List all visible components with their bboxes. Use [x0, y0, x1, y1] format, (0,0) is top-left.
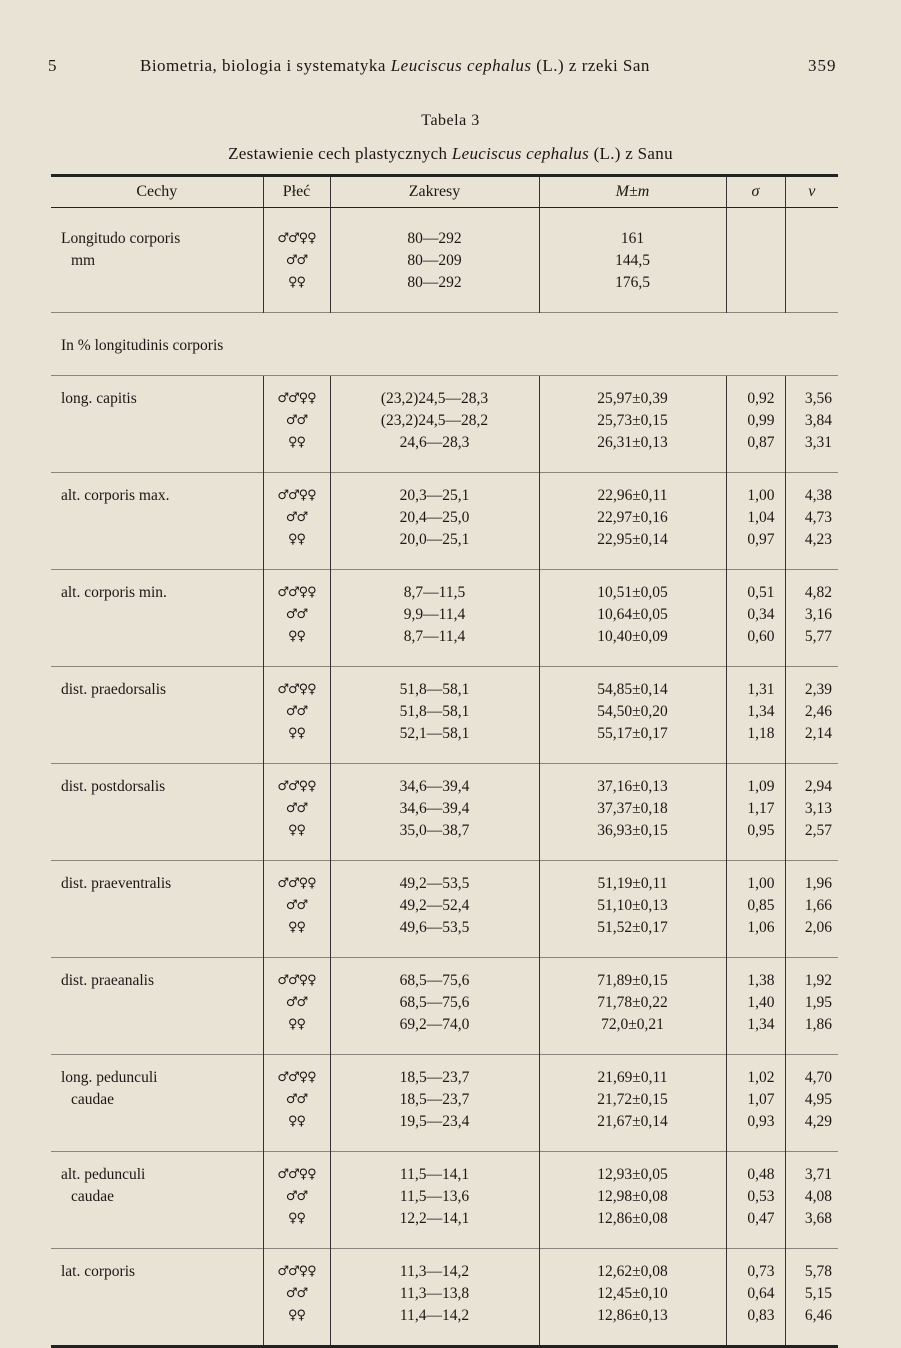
range-cell	[330, 570, 539, 667]
sex-cell	[263, 1055, 330, 1152]
sigma-value: 1,34	[747, 1016, 775, 1033]
range-cell	[330, 861, 539, 958]
sigma-value: 1,40	[747, 994, 775, 1011]
v-value	[786, 272, 833, 294]
range-cell	[330, 1249, 539, 1347]
mean-value: 37,37±0,18	[597, 800, 668, 817]
sex-cell	[263, 667, 330, 764]
sex-value: ♂♂♀♀	[277, 779, 316, 794]
v-value: 1,86	[804, 1016, 832, 1033]
sex-value: ♂♂♀♀	[277, 1070, 316, 1085]
mean-value: 22,97±0,16	[597, 509, 668, 526]
mean-value: 21,72±0,15	[597, 1091, 668, 1108]
trait-name: dist. praeanalis	[61, 972, 154, 989]
table-row	[51, 1055, 838, 1152]
range-cell	[330, 208, 539, 313]
v-cell	[785, 1249, 838, 1347]
sex-value: ♀♀	[287, 1114, 306, 1129]
v-value: 5,15	[804, 1285, 832, 1302]
mean-value: 12,93±0,05	[597, 1166, 668, 1183]
mean-value: 10,64±0,05	[597, 606, 668, 623]
mean-value: 12,86±0,08	[597, 1210, 668, 1227]
table-row	[51, 667, 838, 764]
v-value: 2,46	[804, 703, 832, 720]
running-title-tail: (L.) z rzeki San	[531, 56, 650, 75]
sigma-cell	[726, 1152, 785, 1249]
sex-cell	[263, 861, 330, 958]
sex-value: ♀♀	[287, 823, 306, 838]
sex-value: ♂♂♀♀	[277, 1167, 316, 1182]
sigma-value: 1,00	[747, 875, 775, 892]
range-cell	[330, 958, 539, 1055]
mean-value: 10,40±0,09	[597, 628, 668, 645]
v-cell	[785, 667, 838, 764]
v-value: 4,38	[804, 487, 832, 504]
table-row	[51, 764, 838, 861]
range-value: 80—292	[407, 230, 462, 247]
sigma-value	[727, 272, 775, 294]
sigma-cell	[726, 958, 785, 1055]
v-value: 3,16	[804, 606, 832, 623]
mean-value: 51,10±0,13	[597, 897, 668, 914]
percent-heading: In % longitudinis corporis	[51, 313, 838, 376]
range-value: 9,9—11,4	[403, 606, 466, 623]
sigma-value: 1,02	[747, 1069, 775, 1086]
sex-value: ♂♂	[285, 801, 308, 816]
mean-cell	[539, 376, 726, 473]
sigma-cell	[726, 1055, 785, 1152]
running-title-text: Biometria, biologia i systematyka	[140, 56, 391, 75]
sex-cell	[263, 958, 330, 1055]
sex-value: ♂♂	[285, 1189, 308, 1204]
trait-name-cell	[51, 667, 263, 764]
v-cell	[785, 1055, 838, 1152]
traits-table	[51, 174, 838, 1348]
sex-value: ♀♀	[287, 1017, 306, 1032]
mean-value: 37,16±0,13	[597, 778, 668, 795]
sex-cell	[263, 1249, 330, 1347]
sigma-value: 1,38	[747, 972, 775, 989]
sigma-value: 1,18	[747, 725, 775, 742]
sex-value: ♂♂	[285, 253, 308, 268]
mean-cell	[539, 861, 726, 958]
range-value: 11,3—14,2	[399, 1263, 470, 1280]
v-cell	[785, 208, 838, 313]
range-value: 20,4—25,0	[399, 509, 470, 526]
range-value: 34,6—39,4	[399, 800, 470, 817]
v-value: 1,96	[804, 875, 832, 892]
trait-name: caudae	[71, 1091, 115, 1108]
range-cell	[330, 1055, 539, 1152]
mean-value: 161	[620, 230, 645, 247]
sex-value: ♂♂♀♀	[277, 391, 316, 406]
sex-value: ♂♂	[285, 704, 308, 719]
table-row	[51, 861, 838, 958]
v-value: 4,95	[804, 1091, 832, 1108]
sigma-cell	[726, 473, 785, 570]
sigma-value: 1,09	[747, 778, 775, 795]
range-value: 69,2—74,0	[399, 1016, 470, 1033]
trait-name-cell	[51, 1249, 263, 1347]
mean-value: 51,19±0,11	[597, 875, 668, 892]
range-value: 68,5—75,6	[399, 994, 470, 1011]
trait-name: long. pedunculi	[61, 1069, 158, 1086]
sigma-value: 0,85	[747, 897, 775, 914]
range-value: 24,6—28,3	[399, 434, 470, 451]
v-value	[786, 228, 833, 250]
sigma-value: 1,31	[747, 681, 775, 698]
sigma-value: 1,06	[747, 919, 775, 936]
mean-value: 176,5	[615, 274, 650, 291]
running-title-species: Leuciscus cephalus	[390, 56, 532, 75]
sex-value: ♂♂♀♀	[277, 973, 316, 988]
trait-name-cell	[51, 958, 263, 1055]
sex-value: ♂♂♀♀	[277, 876, 316, 891]
v-value: 4,73	[804, 509, 832, 526]
mean-value: 25,73±0,15	[597, 412, 668, 429]
sigma-cell	[726, 764, 785, 861]
v-cell	[785, 1152, 838, 1249]
sigma-cell	[726, 861, 785, 958]
mean-value: 12,62±0,08	[597, 1263, 668, 1280]
range-value: 12,2—14,1	[399, 1210, 470, 1227]
sex-value: ♂♂	[285, 413, 308, 428]
sex-value: ♂♂♀♀	[277, 231, 316, 246]
trait-name-cell	[51, 764, 263, 861]
sigma-value	[727, 228, 775, 250]
sigma-value: 0,93	[747, 1113, 775, 1130]
v-value: 3,31	[804, 434, 832, 451]
table-row	[51, 1249, 838, 1347]
sex-cell	[263, 570, 330, 667]
range-value: 11,5—13,6	[399, 1188, 470, 1205]
range-value: 18,5—23,7	[399, 1069, 470, 1086]
sex-value: ♂♂	[285, 607, 308, 622]
mean-cell	[539, 667, 726, 764]
range-value: 11,5—14,1	[399, 1166, 470, 1183]
mean-value: 21,69±0,11	[597, 1069, 668, 1086]
sex-value: ♂♂	[285, 1092, 308, 1107]
mean-value: 36,93±0,15	[597, 822, 668, 839]
mean-value: 21,67±0,14	[597, 1113, 668, 1130]
sigma-value: 0,83	[747, 1307, 775, 1324]
sigma-value: 1,07	[747, 1091, 775, 1108]
range-value: 18,5—23,7	[399, 1091, 470, 1108]
sex-value: ♀♀	[287, 1211, 306, 1226]
sex-value: ♀♀	[287, 1308, 306, 1323]
sigma-value: 0,53	[747, 1188, 775, 1205]
v-cell	[785, 958, 838, 1055]
mean-value: 71,89±0,15	[597, 972, 668, 989]
range-value: 20,0—25,1	[399, 531, 470, 548]
column-header-plec: Płeć	[263, 176, 330, 208]
sigma-value: 1,17	[747, 800, 775, 817]
v-value: 4,08	[804, 1188, 832, 1205]
table-row	[51, 958, 838, 1055]
range-value: 8,7—11,5	[403, 584, 466, 601]
range-value: 11,3—13,8	[399, 1285, 470, 1302]
sex-value: ♂♂♀♀	[277, 488, 316, 503]
range-value: 80—209	[407, 252, 462, 269]
left-page-number: 5	[48, 56, 57, 75]
sex-cell	[263, 764, 330, 861]
trait-name: alt. pedunculi	[61, 1166, 146, 1183]
right-page-number: 359	[808, 56, 837, 75]
sex-value: ♂♂	[285, 995, 308, 1010]
table-label: Tabela 3	[421, 112, 480, 129]
trait-name-cell	[51, 208, 263, 313]
sigma-cell	[726, 208, 785, 313]
v-value: 5,78	[804, 1263, 832, 1280]
mean-value: 12,98±0,08	[597, 1188, 668, 1205]
mean-value: 10,51±0,05	[597, 584, 668, 601]
sex-value: ♀♀	[287, 726, 306, 741]
range-cell	[330, 667, 539, 764]
sigma-cell	[726, 1249, 785, 1347]
mean-cell	[539, 1249, 726, 1347]
sex-value: ♀♀	[287, 629, 306, 644]
range-value: 11,4—14,2	[399, 1307, 470, 1324]
range-value: 51,8—58,1	[399, 681, 470, 698]
sigma-value: 0,97	[747, 531, 775, 548]
trait-name: mm	[71, 252, 96, 269]
mean-value: 144,5	[615, 252, 650, 269]
v-cell	[785, 570, 838, 667]
trait-name-cell	[51, 861, 263, 958]
trait-name: lat. corporis	[61, 1263, 136, 1280]
table-title-tail: (L.) z Sanu	[589, 144, 673, 163]
sigma-value: 0,73	[747, 1263, 775, 1280]
range-value: 80—292	[407, 274, 462, 291]
sigma-value: 0,92	[747, 390, 775, 407]
v-value: 1,66	[804, 897, 832, 914]
trait-name-cell	[51, 570, 263, 667]
v-value: 3,71	[804, 1166, 832, 1183]
v-value: 4,29	[804, 1113, 832, 1130]
range-value: 19,5—23,4	[399, 1113, 470, 1130]
sigma-value: 0,60	[747, 628, 775, 645]
trait-name: alt. corporis max.	[61, 487, 170, 504]
v-cell	[785, 764, 838, 861]
sigma-value: 0,48	[747, 1166, 775, 1183]
mean-cell	[539, 473, 726, 570]
page-header	[0, 56, 901, 82]
v-value: 6,46	[804, 1307, 832, 1324]
sex-cell	[263, 1152, 330, 1249]
range-value: 8,7—11,4	[403, 628, 466, 645]
v-value	[786, 250, 833, 272]
sex-value: ♂♂	[285, 1286, 308, 1301]
table-header-row	[51, 176, 838, 208]
mean-value: 12,45±0,10	[597, 1285, 668, 1302]
sigma-value: 0,99	[747, 412, 775, 429]
trait-name: Longitudo corporis	[61, 230, 181, 247]
sigma-value	[727, 250, 775, 272]
sigma-value: 0,34	[747, 606, 775, 623]
table-row	[51, 1152, 838, 1249]
table-row	[51, 208, 838, 313]
range-value: 35,0—38,7	[399, 822, 470, 839]
trait-name-cell	[51, 473, 263, 570]
range-value: (23,2)24,5—28,2	[380, 412, 489, 429]
v-cell	[785, 861, 838, 958]
range-value: 52,1—58,1	[399, 725, 470, 742]
sigma-value: 1,04	[747, 509, 775, 526]
sex-cell	[263, 473, 330, 570]
sigma-cell	[726, 570, 785, 667]
v-value: 2,94	[804, 778, 832, 795]
sex-value: ♂♂	[285, 898, 308, 913]
v-value: 2,14	[804, 725, 832, 742]
v-value: 1,95	[804, 994, 832, 1011]
range-value: 49,6—53,5	[399, 919, 470, 936]
sigma-cell	[726, 667, 785, 764]
v-value: 4,23	[804, 531, 832, 548]
sigma-value: 0,47	[747, 1210, 775, 1227]
trait-name-cell	[51, 1152, 263, 1249]
column-header-cechy: Cechy	[51, 176, 263, 208]
mean-value: 26,31±0,13	[597, 434, 668, 451]
trait-name: caudae	[71, 1188, 115, 1205]
v-value: 4,82	[804, 584, 832, 601]
trait-name-cell	[51, 376, 263, 473]
mean-value: 54,50±0,20	[597, 703, 668, 720]
sex-value: ♀♀	[287, 435, 306, 450]
v-value: 4,70	[804, 1069, 832, 1086]
mean-value: 71,78±0,22	[597, 994, 668, 1011]
v-cell	[785, 376, 838, 473]
mean-value: 51,52±0,17	[597, 919, 668, 936]
column-header-zakresy: Zakresy	[330, 176, 539, 208]
mean-value: 25,97±0,39	[597, 390, 668, 407]
v-value: 2,39	[804, 681, 832, 698]
table-row	[51, 473, 838, 570]
sex-cell	[263, 208, 330, 313]
v-value: 1,92	[804, 972, 832, 989]
sigma-value: 0,51	[747, 584, 775, 601]
range-value: 49,2—52,4	[399, 897, 470, 914]
trait-name: alt. corporis min.	[61, 584, 167, 601]
table-title	[0, 144, 901, 164]
range-cell	[330, 1152, 539, 1249]
mean-cell	[539, 764, 726, 861]
sex-value: ♀♀	[287, 532, 306, 547]
mean-value: 72,0±0,21	[601, 1016, 664, 1033]
v-value: 3,56	[804, 390, 832, 407]
mean-cell	[539, 570, 726, 667]
table-row	[51, 376, 838, 473]
mean-cell	[539, 1152, 726, 1249]
sigma-value: 1,00	[747, 487, 775, 504]
range-value: 49,2—53,5	[399, 875, 470, 892]
mean-value: 22,96±0,11	[597, 487, 668, 504]
trait-name-cell	[51, 1055, 263, 1152]
range-value: (23,2)24,5—28,3	[380, 390, 489, 407]
sigma-value: 0,87	[747, 434, 775, 451]
v-value: 5,77	[804, 628, 832, 645]
column-header-v: v	[785, 176, 838, 208]
column-header-mean: M±m	[539, 176, 726, 208]
sex-value: ♂♂♀♀	[277, 585, 316, 600]
mean-value: 12,86±0,13	[597, 1307, 668, 1324]
sex-value: ♀♀	[287, 275, 306, 290]
range-value: 34,6—39,4	[399, 778, 470, 795]
v-value: 3,13	[804, 800, 832, 817]
mean-cell	[539, 958, 726, 1055]
trait-name: dist. postdorsalis	[61, 778, 166, 795]
percent-heading-row	[51, 313, 838, 376]
sigma-value: 1,34	[747, 703, 775, 720]
sex-value: ♂♂	[285, 510, 308, 525]
v-value: 3,68	[804, 1210, 832, 1227]
range-cell	[330, 376, 539, 473]
sex-cell	[263, 376, 330, 473]
range-cell	[330, 473, 539, 570]
v-value: 2,57	[804, 822, 832, 839]
mean-value: 22,95±0,14	[597, 531, 668, 548]
trait-name: dist. praedorsalis	[61, 681, 167, 698]
running-title	[140, 56, 650, 76]
mean-cell	[539, 208, 726, 313]
table-title-species: Leuciscus cephalus	[451, 144, 590, 163]
table-title-text: Zestawienie cech plastycznych	[228, 144, 452, 163]
range-value: 20,3—25,1	[399, 487, 470, 504]
trait-name: dist. praeventralis	[61, 875, 172, 892]
sex-value: ♂♂♀♀	[277, 682, 316, 697]
v-cell	[785, 473, 838, 570]
mean-cell	[539, 1055, 726, 1152]
trait-name: long. capitis	[61, 390, 137, 407]
sex-value: ♀♀	[287, 920, 306, 935]
range-value: 51,8—58,1	[399, 703, 470, 720]
range-value: 68,5—75,6	[399, 972, 470, 989]
v-value: 2,06	[804, 919, 832, 936]
sigma-value: 0,64	[747, 1285, 775, 1302]
mean-value: 55,17±0,17	[597, 725, 668, 742]
table-row	[51, 570, 838, 667]
column-header-sigma: σ	[726, 176, 785, 208]
v-value: 3,84	[804, 412, 832, 429]
sigma-value: 0,95	[747, 822, 775, 839]
mean-value: 54,85±0,14	[597, 681, 668, 698]
sigma-cell	[726, 376, 785, 473]
sex-value: ♂♂♀♀	[277, 1264, 316, 1279]
range-cell	[330, 764, 539, 861]
